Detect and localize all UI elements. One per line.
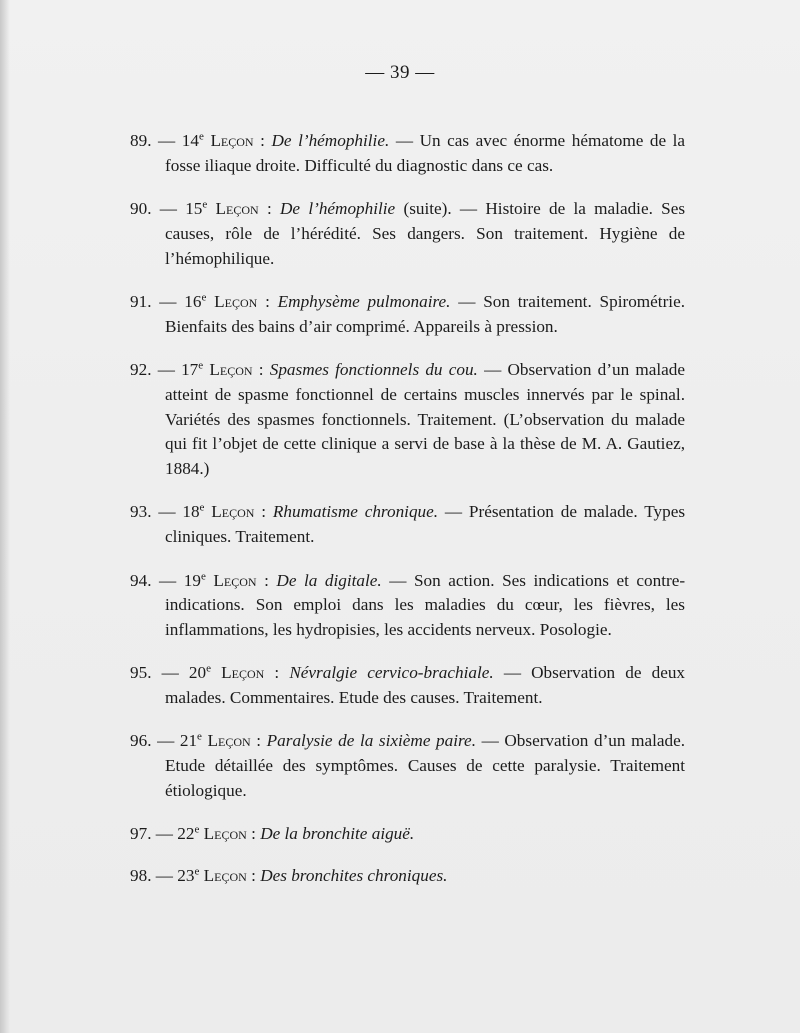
lesson-ordinal: 21 xyxy=(179,731,198,751)
lesson-entry-91 xyxy=(130,290,685,339)
lesson-entry-98 xyxy=(130,864,685,889)
entry-number: 94. — xyxy=(130,570,177,590)
lesson-entry-89 xyxy=(130,129,685,178)
lecon-label: Leçon : xyxy=(203,866,256,886)
lesson-description: (suite). — Histoire de la maladie. Ses causes, rôle de l’hérédité. Ses dangers. Son traitement. Hygiène de l’hémophilique. xyxy=(165,199,686,268)
lesson-list xyxy=(130,112,685,892)
lesson-ordinal: 17 xyxy=(181,360,199,380)
ordinal-suffix: e xyxy=(200,569,206,582)
lecon-label: Leçon : xyxy=(211,502,267,522)
lecon-label: Leçon : xyxy=(210,131,265,151)
lesson-entry-95 xyxy=(130,661,685,710)
lecon-label: Leçon : xyxy=(214,292,270,312)
lesson-entry-92 xyxy=(130,358,685,481)
lesson-title: De l’hémophilie. xyxy=(271,131,390,151)
lesson-title: Des bronchites chroniques. xyxy=(260,866,448,886)
lesson-title: Paralysie de la sixième paire. xyxy=(266,731,476,751)
ordinal-suffix: e xyxy=(194,865,200,878)
lecon-label: Leçon : xyxy=(209,360,264,380)
lesson-ordinal: 14 xyxy=(181,131,199,151)
lecon-label: Leçon : xyxy=(215,199,272,219)
lesson-title: De la bronchite aiguë. xyxy=(260,824,415,844)
lesson-description: — Observation d’un malade. Etude détaillée des symptômes. Causes de cette paralysie. Traitement étiologique. xyxy=(165,731,685,800)
lesson-entry-90 xyxy=(130,197,685,271)
ordinal-suffix: e xyxy=(194,823,200,836)
lecon-label: Leçon : xyxy=(203,824,256,844)
lesson-ordinal: 20 xyxy=(188,663,207,683)
lesson-entry-96 xyxy=(130,729,685,803)
entry-number: 93. — xyxy=(130,502,176,522)
lesson-ordinal: 16 xyxy=(184,292,202,312)
entry-number: 96. — xyxy=(130,731,175,751)
lesson-ordinal: 15 xyxy=(185,199,203,219)
entry-number: 89. — xyxy=(130,131,176,151)
ordinal-suffix: e xyxy=(202,198,208,211)
entry-number: 95. — xyxy=(130,663,179,683)
lesson-description: — Présentation de malade. Types cliniques. Traitement. xyxy=(165,502,686,546)
lesson-description: — Un cas avec énorme hématome de la fosse iliaque droite. Difficulté du diagnostic dans ce cas. xyxy=(165,131,686,175)
lecon-label: Leçon : xyxy=(213,570,269,590)
ordinal-suffix: e xyxy=(206,662,211,675)
entry-number: 91. — xyxy=(130,292,177,312)
lesson-title: De la digitale. xyxy=(276,570,382,590)
lesson-ordinal: 22 xyxy=(177,824,195,844)
entry-number: 92. — xyxy=(130,360,175,380)
entry-number: 98. — xyxy=(130,866,173,886)
page-number: — 39 — xyxy=(365,62,435,83)
lesson-ordinal: 18 xyxy=(182,502,200,522)
lesson-ordinal: 23 xyxy=(177,866,195,886)
entry-number: 90. — xyxy=(130,199,177,219)
lesson-entry-97 xyxy=(130,822,685,847)
lesson-title: Spasmes fonctionnels du cou. xyxy=(269,360,478,380)
lecon-label: Leçon : xyxy=(207,731,262,751)
ordinal-suffix: e xyxy=(198,359,204,372)
ordinal-suffix: e xyxy=(199,501,205,514)
lesson-entry-93 xyxy=(130,500,685,549)
lesson-entry-94 xyxy=(130,569,685,643)
lesson-title: Rhumatisme chronique. xyxy=(272,502,439,522)
lesson-description: — Son action. Ses indications et contre-indications. Son emploi dans les maladies du cœur, les fièvres, les inflammations, les hydropisies, les accidents nerveux. Posologie. xyxy=(165,570,686,639)
page-edge-shadow xyxy=(0,0,10,1033)
ordinal-suffix: e xyxy=(197,730,202,743)
lesson-title: Névralgie cervico-brachiale. xyxy=(289,663,494,683)
lesson-description: — Observation d’un malade atteint de spasme fonctionnel de certains muscles innervés par le spinal. Variétés des spasmes fonctionnels. Traitement. (L’observation du malade qui fit l’objet de cette clinique a servi de base à la thèse de M. A. Gautiez, 1884.) xyxy=(165,360,685,478)
lecon-label: Leçon : xyxy=(221,663,280,683)
lesson-description: — Observation de deux malades. Commentaires. Etude des causes. Traitement. xyxy=(165,663,686,707)
lesson-ordinal: 19 xyxy=(183,570,201,590)
lesson-title: Emphysème pulmonaire. xyxy=(277,292,451,312)
lesson-title: De l’hémophilie xyxy=(280,199,396,219)
entry-number: 97. — xyxy=(130,824,173,844)
ordinal-suffix: e xyxy=(198,130,204,143)
lesson-description: — Son traitement. Spirométrie. Bienfaits des bains d’air comprimé. Appareils à pression. xyxy=(165,292,685,336)
ordinal-suffix: e xyxy=(201,291,207,304)
